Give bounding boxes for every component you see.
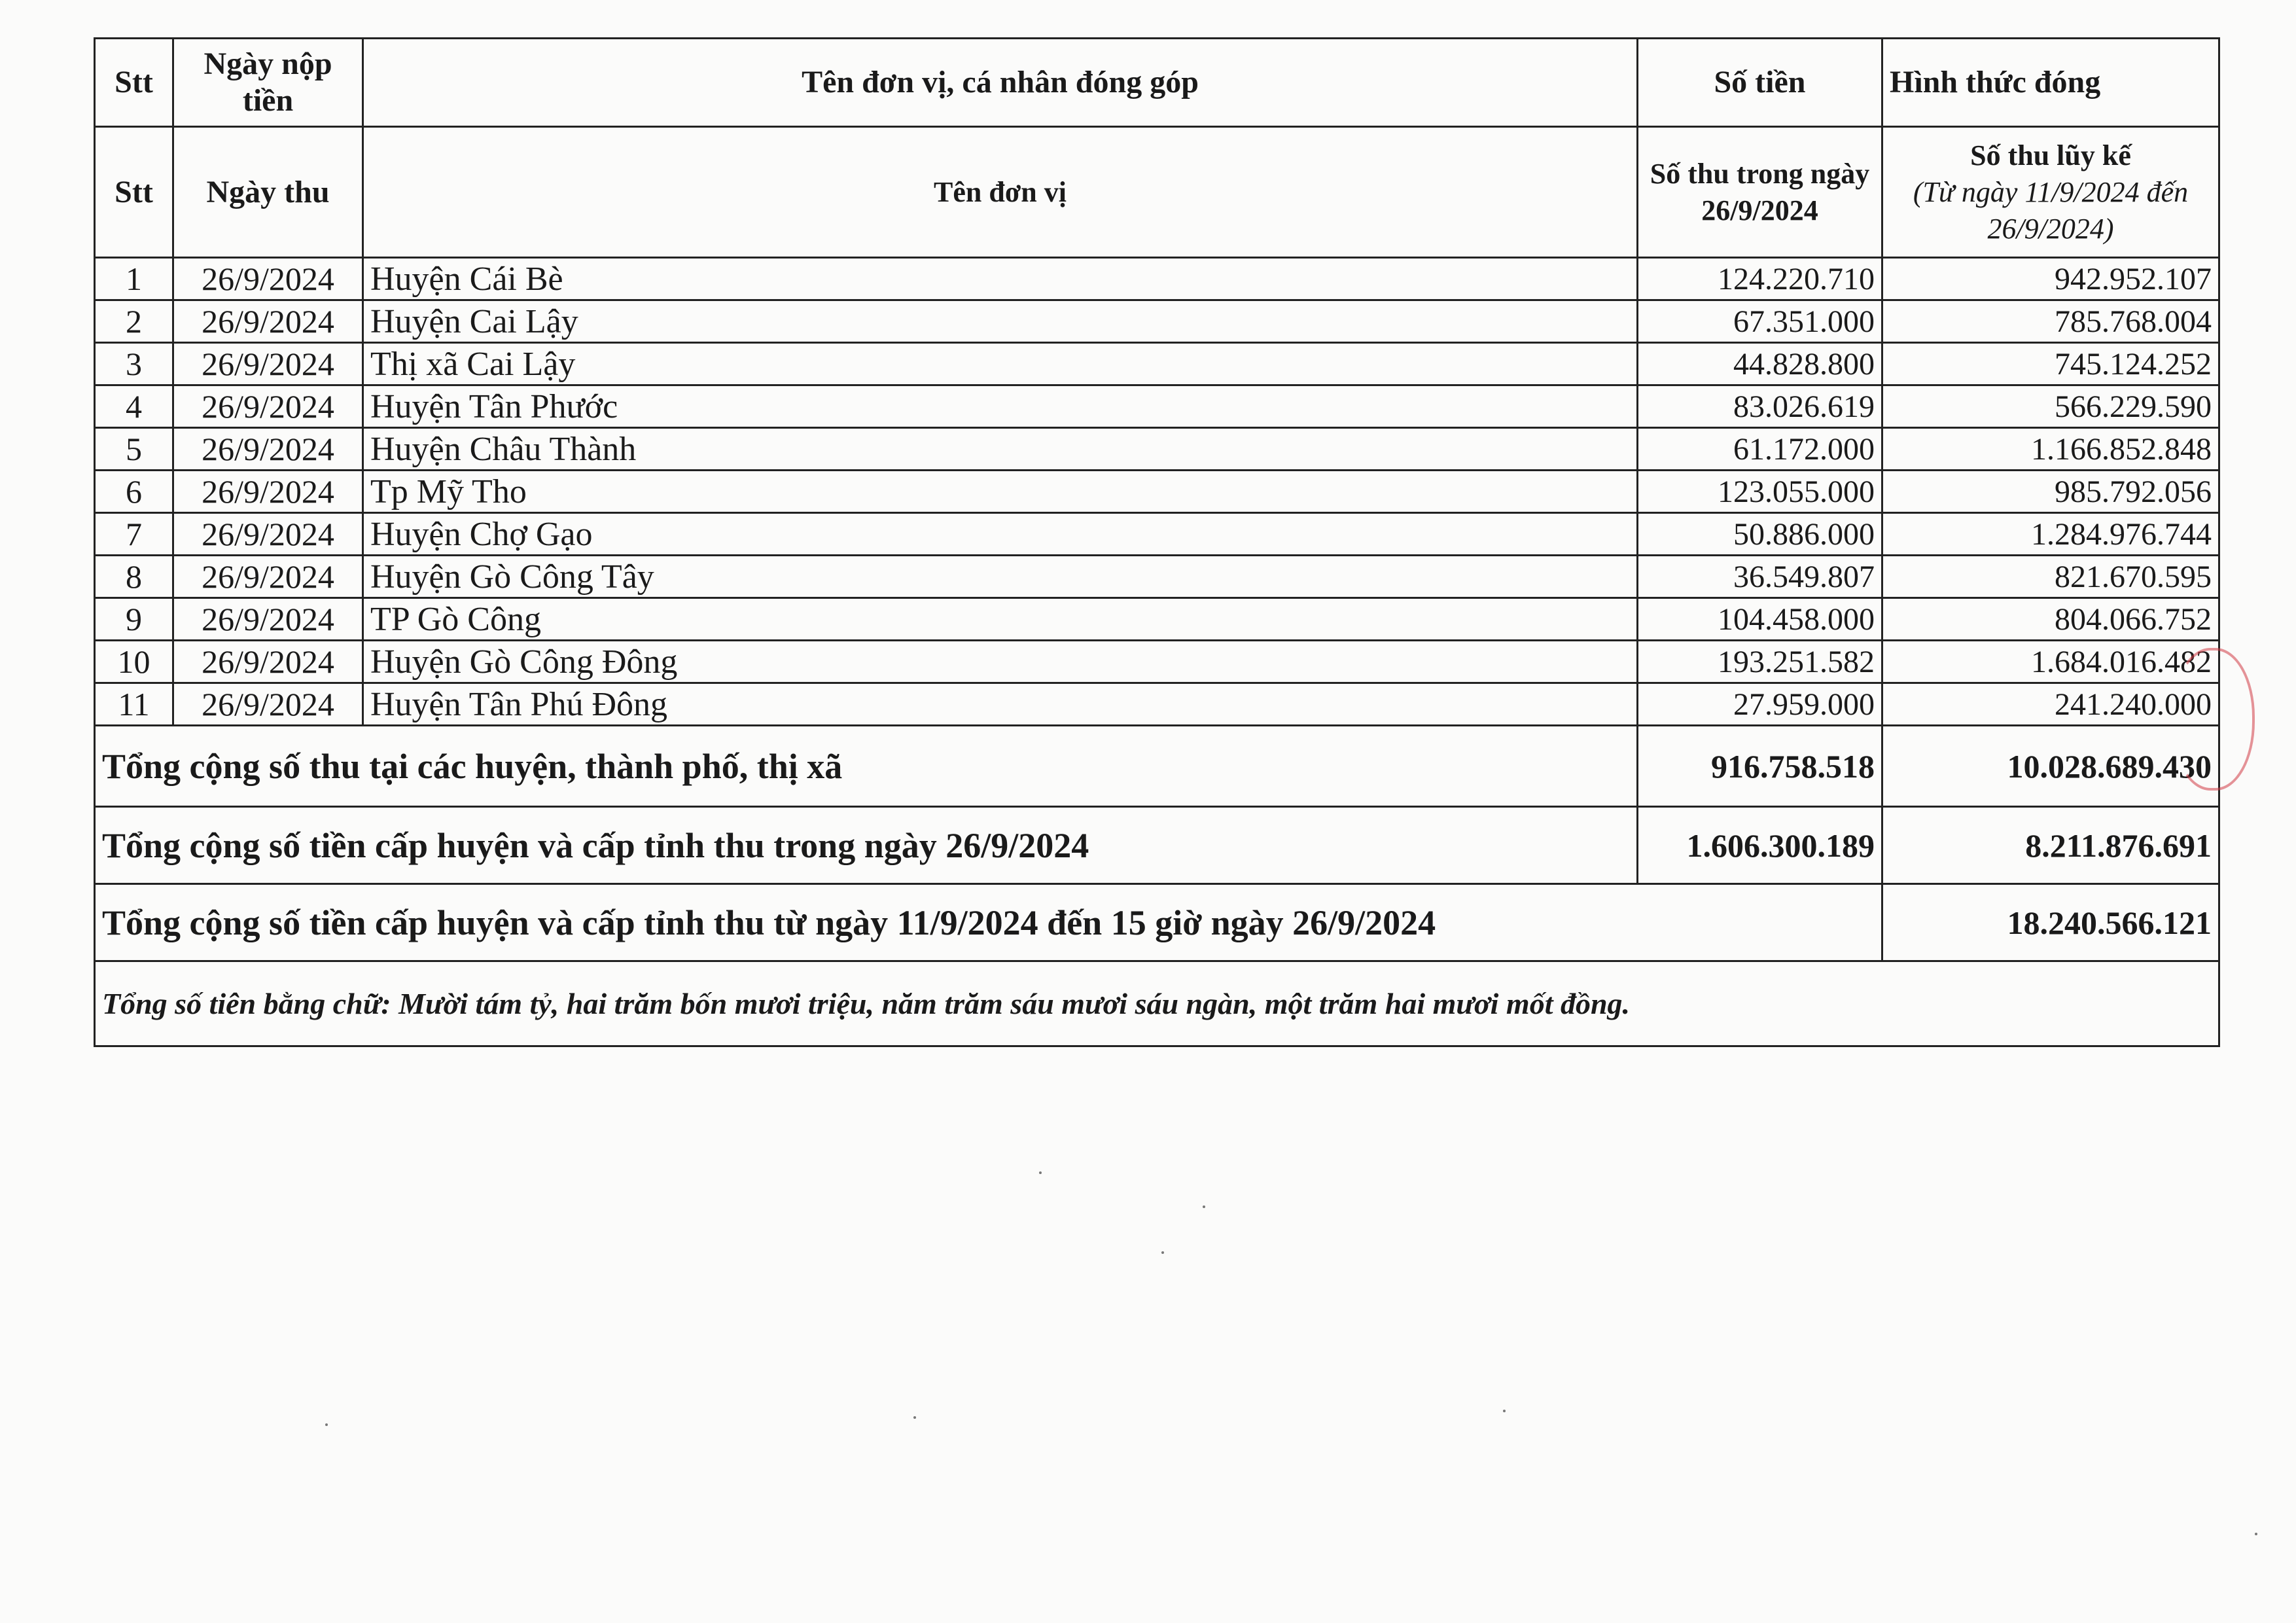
- district-total-daily: 916.758.518: [1638, 726, 1882, 807]
- scan-speck: [1039, 1171, 1042, 1174]
- row-daily: 27.959.000: [1638, 683, 1882, 726]
- row-cumulative: 942.952.107: [1882, 258, 2219, 300]
- row-stt: 6: [95, 471, 173, 513]
- subheader-cumulative-cell: [1882, 127, 2219, 258]
- row-daily: 50.886.000: [1638, 513, 1882, 556]
- district-total-cumulative: 10.028.689.430: [1882, 726, 2219, 807]
- row-date: 26/9/2024: [173, 598, 363, 641]
- range-total-row: [95, 884, 2219, 961]
- row-cumulative: 241.240.000: [1882, 683, 2219, 726]
- row-cumulative: 985.792.056: [1882, 471, 2219, 513]
- row-daily: 36.549.807: [1638, 556, 1882, 598]
- scan-speck: [913, 1416, 916, 1419]
- subheader-stt: Stt: [95, 127, 173, 258]
- row-daily: 44.828.800: [1638, 343, 1882, 385]
- row-cumulative: 804.066.752: [1882, 598, 2219, 641]
- row-cumulative: 745.124.252: [1882, 343, 2219, 385]
- row-daily: 193.251.582: [1638, 641, 1882, 683]
- day-total-daily: 1.606.300.189: [1638, 807, 1882, 884]
- row-daily: 67.351.000: [1638, 300, 1882, 343]
- row-stt: 11: [95, 683, 173, 726]
- scan-speck: [1203, 1205, 1205, 1208]
- contribution-report: [94, 37, 2218, 1047]
- row-unit: Huyện Tân Phước: [363, 385, 1638, 428]
- day-total-row: [95, 807, 2219, 884]
- scan-speck: [2255, 1533, 2257, 1535]
- col-header-contributor: Tên đơn vị, cá nhân đóng góp: [363, 39, 1638, 127]
- row-daily: 104.458.000: [1638, 598, 1882, 641]
- row-daily: 124.220.710: [1638, 258, 1882, 300]
- row-stt: 5: [95, 428, 173, 471]
- row-unit: Tp Mỹ Tho: [363, 471, 1638, 513]
- row-cumulative: 1.166.852.848: [1882, 428, 2219, 471]
- row-unit: TP Gò Công: [363, 598, 1638, 641]
- row-daily: 83.026.619: [1638, 385, 1882, 428]
- row-stt: 9: [95, 598, 173, 641]
- subheader-receive-date: Ngày thu: [173, 127, 363, 258]
- header-row: [95, 39, 2219, 127]
- subheader-row: [95, 127, 2219, 258]
- row-date: 26/9/2024: [173, 300, 363, 343]
- subheader-cumulative-range: (Từ ngày 11/9/2024 đến 26/9/2024): [1913, 175, 2189, 245]
- row-stt: 4: [95, 385, 173, 428]
- day-total-cumulative: 8.211.876.691: [1882, 807, 2219, 884]
- table-row: [95, 258, 2219, 300]
- row-stt: 2: [95, 300, 173, 343]
- table-row: [95, 343, 2219, 385]
- day-total-label: Tổng cộng số tiền cấp huyện và cấp tỉnh thu trong ngày 26/9/2024: [95, 807, 1638, 884]
- table-row: [95, 598, 2219, 641]
- table-row: [95, 300, 2219, 343]
- row-cumulative: 785.768.004: [1882, 300, 2219, 343]
- row-date: 26/9/2024: [173, 428, 363, 471]
- row-cumulative: 1.684.016.482: [1882, 641, 2219, 683]
- row-unit: Huyện Gò Công Đông: [363, 641, 1638, 683]
- row-date: 26/9/2024: [173, 513, 363, 556]
- row-date: 26/9/2024: [173, 641, 363, 683]
- row-cumulative: 821.670.595: [1882, 556, 2219, 598]
- row-unit: Huyện Cái Bè: [363, 258, 1638, 300]
- range-total-label: Tổng cộng số tiền cấp huyện và cấp tỉnh thu từ ngày 11/9/2024 đến 15 giờ ngày 26/9/2024: [95, 884, 1882, 961]
- row-daily: 123.055.000: [1638, 471, 1882, 513]
- col-header-pay-date: Ngày nộp tiền: [173, 39, 363, 127]
- row-date: 26/9/2024: [173, 556, 363, 598]
- row-date: 26/9/2024: [173, 471, 363, 513]
- row-unit: Huyện Cai Lậy: [363, 300, 1638, 343]
- table-row: [95, 556, 2219, 598]
- amount-in-words: Tổng số tiên bằng chữ: Mười tám tỷ, hai trăm bốn mươi triệu, năm trăm sáu mươi sáu ngàn, một trăm hai mươi mốt đồng.: [95, 961, 2219, 1046]
- row-unit: Thị xã Cai Lậy: [363, 343, 1638, 385]
- table-row: [95, 385, 2219, 428]
- row-stt: 10: [95, 641, 173, 683]
- row-cumulative: 566.229.590: [1882, 385, 2219, 428]
- row-stt: 7: [95, 513, 173, 556]
- amount-in-words-row: [95, 961, 2219, 1046]
- table-row: [95, 641, 2219, 683]
- row-date: 26/9/2024: [173, 683, 363, 726]
- row-stt: 3: [95, 343, 173, 385]
- col-header-amount: Số tiền: [1638, 39, 1882, 127]
- table-row: [95, 513, 2219, 556]
- scan-speck: [1161, 1251, 1164, 1254]
- row-unit: Huyện Châu Thành: [363, 428, 1638, 471]
- col-header-stt: Stt: [95, 39, 173, 127]
- row-daily: 61.172.000: [1638, 428, 1882, 471]
- subheader-unit: Tên đơn vị: [363, 127, 1638, 258]
- table-row: [95, 683, 2219, 726]
- subheader-daily: Số thu trong ngày 26/9/2024: [1638, 127, 1882, 258]
- district-total-label: Tổng cộng số thu tại các huyện, thành phố, thị xã: [95, 726, 1638, 807]
- row-unit: Huyện Gò Công Tây: [363, 556, 1638, 598]
- subheader-cumulative: Số thu lũy kế: [1970, 139, 2131, 171]
- table-row: [95, 471, 2219, 513]
- row-date: 26/9/2024: [173, 343, 363, 385]
- scan-speck: [1503, 1410, 1506, 1412]
- col-header-method: Hình thức đóng: [1882, 39, 2219, 127]
- row-unit: Huyện Chợ Gạo: [363, 513, 1638, 556]
- table-row: [95, 428, 2219, 471]
- contribution-table: [94, 37, 2220, 1047]
- district-total-row: [95, 726, 2219, 807]
- row-date: 26/9/2024: [173, 258, 363, 300]
- range-total-amount: 18.240.566.121: [1882, 884, 2219, 961]
- row-stt: 1: [95, 258, 173, 300]
- row-stt: 8: [95, 556, 173, 598]
- row-cumulative: 1.284.976.744: [1882, 513, 2219, 556]
- row-date: 26/9/2024: [173, 385, 363, 428]
- scan-speck: [325, 1423, 328, 1426]
- row-unit: Huyện Tân Phú Đông: [363, 683, 1638, 726]
